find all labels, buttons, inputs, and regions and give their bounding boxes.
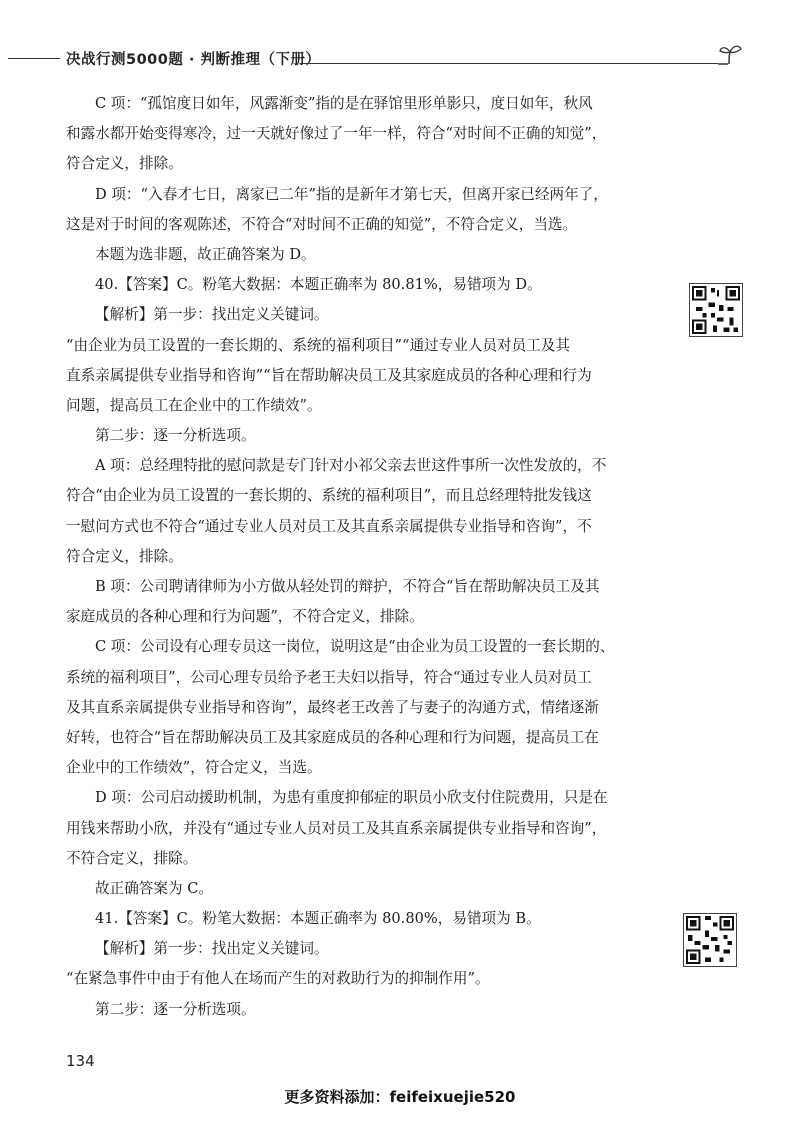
text-line: 企业中的工作绩效”，符合定义，当选。 xyxy=(66,759,322,777)
text-line: B 项：公司聘请律师为小方做从轻处罚的辩护，不符合“旨在帮助解决员工及其 xyxy=(95,578,600,595)
text-line: 符合定义，排除。 xyxy=(66,155,183,173)
text-line: 及其直系亲属提供专业指导和咨询”，最终老王改善了与妻子的沟通方式，情绪逐渐 xyxy=(66,698,599,716)
text-line: 直系亲属提供专业指导和咨询”“旨在帮助解决员工及其家庭成员的各种心理和行为 xyxy=(66,366,592,384)
header-rule-left xyxy=(8,58,60,59)
text-line: 问题，提高员工在企业中的工作绩效”。 xyxy=(66,396,322,414)
text-line: 第二步：逐一分析选项。 xyxy=(95,427,256,445)
text-line: “由企业为员工设置的一套长期的、系统的福利项目”“通过专业人员对员工及其 xyxy=(66,336,570,354)
text-line: 本题为选非题，故正确答案为 D。 xyxy=(95,245,316,263)
text-line: D 项：公司启动援助机制，为患有重度抑郁症的职员小欣支付住院费用，只是在 xyxy=(95,789,608,807)
text-line: 和露水都开始变得寒冷，过一天就好像过了一年一样，符合“对时间不正确的知觉”， xyxy=(66,125,607,143)
text-line: 符合“由企业为员工设置的一套长期的、系统的福利项目”，而且总经理特批发钱这 xyxy=(66,487,592,505)
text-line: D 项：“入春才七日，离家已二年”指的是新年才第七天，但离开家已经两年了， xyxy=(95,185,608,203)
running-header xyxy=(0,44,800,74)
text-line: 符合定义，排除。 xyxy=(66,547,183,565)
text-line: C 项：公司设有心理专员这一岗位，说明这是“由企业为员工设置的一套长期的、 xyxy=(95,638,615,656)
text-line: 不符合定义，排除。 xyxy=(66,849,198,867)
text-line: 第二步：逐一分析选项。 xyxy=(95,1000,256,1018)
text-line: 一慰问方式也不符合“通过专业人员对员工及其直系亲属提供专业指导和咨询”，不 xyxy=(66,517,592,535)
page-content xyxy=(66,92,660,1028)
text-line: 用钱来帮助小欣，并没有“通过专业人员对员工及其直系亲属提供专业指导和咨询”， xyxy=(66,819,607,837)
header-rule-right xyxy=(300,63,718,64)
text-line: “在紧急事件中由于有他人在场而产生的对救助行为的抑制作用”。 xyxy=(66,970,490,988)
sprout-icon xyxy=(716,42,744,68)
qr-code-icon[interactable] xyxy=(683,913,737,967)
text-line: 这是对于时间的客观陈述，不符合“对时间不正确的知觉”，不符合定义，当选。 xyxy=(66,215,578,233)
text-line: A 项：总经理特批的慰问款是专门针对小祁父亲去世这件事所一次性发放的，不 xyxy=(95,457,607,475)
promo-note: 更多资料添加：feifeixuejie520 xyxy=(284,1088,516,1106)
text-line: 系统的福利项目”，公司心理专员给予老王夫妇以指导，符合“通过专业人员对员工 xyxy=(66,668,592,686)
book-title: 决战行测5000题 · 判断推理（下册） xyxy=(66,52,321,68)
text-line: 41.【答案】C。粉笔大数据：本题正确率为 80.80%，易错项为 B。 xyxy=(95,910,541,928)
text-line: C 项：“孤馆度日如年，风露渐变”指的是在驿馆里形单影只，度日如年，秋风 xyxy=(95,95,593,112)
page-number: 134 xyxy=(66,1052,95,1070)
text-line: 故正确答案为 C。 xyxy=(95,879,213,897)
text-line: 家庭成员的各种心理和行为问题”，不符合定义，排除。 xyxy=(66,608,424,626)
text-line: 40.【答案】C。粉笔大数据：本题正确率为 80.81%，易错项为 D。 xyxy=(95,276,542,294)
text-line: 好转，也符合“旨在帮助解决员工及其家庭成员的各种心理和行为问题，提高员工在 xyxy=(66,728,599,746)
qr-code-icon[interactable] xyxy=(689,283,743,337)
text-line: 【解析】第一步：找出定义关键词。 xyxy=(95,940,329,958)
text-line: 【解析】第一步：找出定义关键词。 xyxy=(95,306,329,324)
